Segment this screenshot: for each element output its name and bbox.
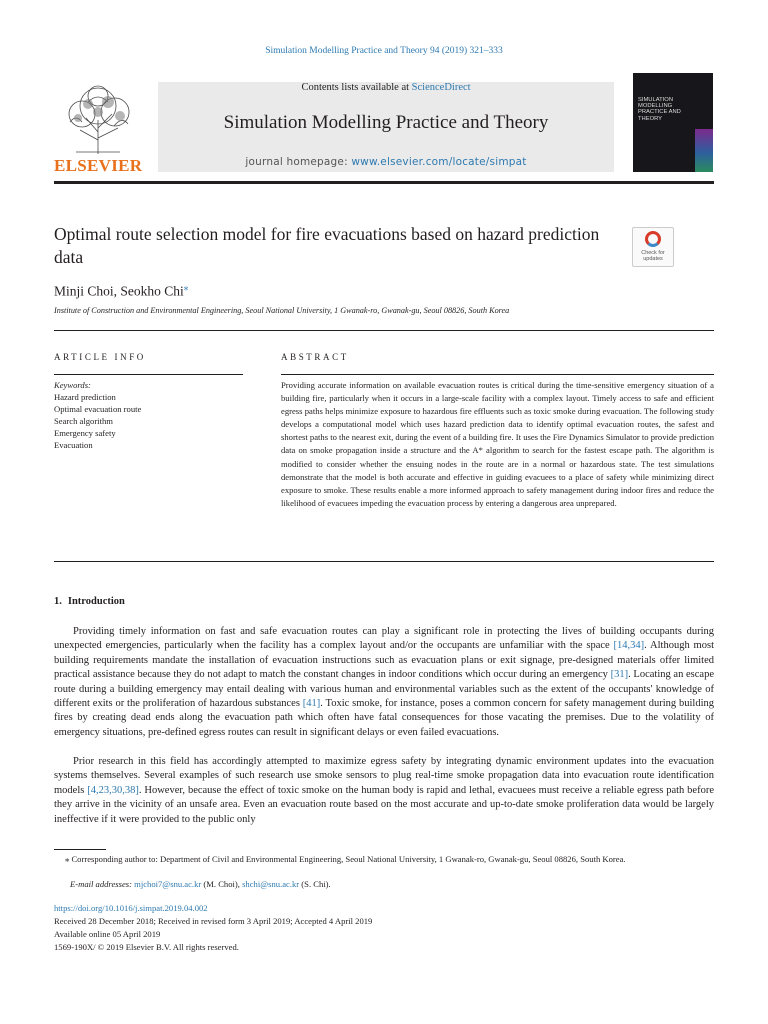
article-info-heading: ARTICLE INFO bbox=[54, 352, 146, 362]
email-owner: (S. Chi). bbox=[299, 879, 331, 889]
keyword-item: Search algorithm bbox=[54, 415, 113, 426]
section-number: 1. bbox=[54, 596, 62, 607]
email-owner: (M. Choi), bbox=[201, 879, 243, 889]
email-link-chi[interactable]: shchi@snu.ac.kr bbox=[242, 879, 300, 889]
doi-link[interactable]: https://doi.org/10.1016/j.simpat.2019.04.002 bbox=[54, 903, 208, 913]
elsevier-tree-icon bbox=[58, 82, 138, 156]
copyright-notice: 1569-190X/ © 2019 Elsevier B.V. All rights reserved. bbox=[54, 942, 239, 952]
abstract-rule bbox=[281, 374, 714, 375]
contents-prefix: Contents lists available at bbox=[301, 82, 412, 93]
authors-text: Minji Choi, Seokho Chi bbox=[54, 283, 184, 299]
paragraph-text: . Locating an escape route during a building emergency may entail dealing with various human and environmental variables such as the extent of the occupants' knowledge of different exits or the proliferation of hazardous substances bbox=[54, 669, 714, 710]
email-label: E-mail addresses: bbox=[70, 879, 135, 889]
homepage-line bbox=[158, 156, 614, 168]
keyword-item: Hazard prediction bbox=[54, 391, 116, 402]
keyword-item: Optimal evacuation route bbox=[54, 403, 142, 414]
check-updates-icon bbox=[645, 231, 661, 247]
journal-title: Simulation Modelling Practice and Theory bbox=[223, 112, 549, 133]
corresponding-author-mark[interactable]: ⁎ bbox=[183, 282, 189, 292]
paragraph-text: . Although most building requirements mandate the installation of evacuation instructions such as evacuation plans or exit signage, pre-designed materials offer limited practical assistance because they do not adapt to match the constant changes in indoor conditions which occur during an emergency bbox=[54, 640, 714, 681]
cover-graphic bbox=[695, 129, 713, 172]
author-affiliation: Institute of Construction and Environmental Engineering, Seoul National University, 1 Gwanak-ro, Gwanak-gu, Seoul 08826, South Korea bbox=[54, 306, 510, 315]
badge-label: Check for updates bbox=[641, 250, 665, 262]
section-heading-introduction bbox=[54, 596, 125, 607]
footnote-rule bbox=[54, 849, 106, 850]
received-dates: Received 28 December 2018; Received in revised form 3 April 2019; Accepted 4 April 2019 bbox=[54, 916, 373, 926]
title-rule bbox=[54, 330, 714, 331]
paragraph-text: Providing timely information on fast and safe evacuation routes can play a significant role in protecting the lives of building occupants during unexpected emergencies, particularly when the facility has a complex layout and/or the occupants are unfamiliar with the space bbox=[54, 626, 714, 652]
homepage-link[interactable]: www.elsevier.com/locate/simpat bbox=[351, 156, 527, 168]
sciencedirect-link[interactable]: ScienceDirect bbox=[411, 82, 471, 93]
citation-link[interactable]: [4,23,30,38] bbox=[87, 784, 139, 796]
intro-paragraph-2 bbox=[54, 755, 714, 827]
paragraph-text: . However, because the effect of toxic smoke on the human body is rapid and lethal, evacuees must receive a reliable egress path before they arrive in the vicinity of an unsafe area. Even an evacuation route based on the most accurate and up-to-date smoke proliferation data would be largely ineffective if it were provided to the public only bbox=[54, 784, 715, 825]
abstract-body: Providing accurate information on available evacuation routes is critical during the time-sensitive emergency situation of a building fire, particularly when it occurs in a large-scale facility with a complex layout. Timely access to safe and efficient egress paths helps minimize exposure to hazardous fire effluents such as toxic smoke during evacuation. The following study develops a computational model which uses hazard prediction data to identify optimal evacuation routes, the safest and shortest paths to the nearest exit, during the event of a building fire. It uses the Fire Dynamics Simulator to provide prediction data on smoke propagation inside a structure and the A* algorithm to search for the fastest escape path. The algorithm is modified to consider whether the ensuing nodes in the route are in a normal or hazardous state. The test simulations demonstrate that the model is both accurate and effective in guiding evacuees to a place of safety while minimizing direct exposure to smoke. These results enable a more informed approach to safety management during indoor fires and reduce the likelihood of evacuees impeding the evacuation process by entering a dangerous area unprepared. bbox=[281, 380, 714, 508]
citation-link[interactable]: [14,34] bbox=[613, 640, 645, 652]
header-rule bbox=[54, 181, 714, 184]
citation-link[interactable]: [31] bbox=[610, 669, 629, 681]
paragraph-text: . Toxic smoke, for instance, poses a common concern for safety management during building fires by creating dead ends along the evacuation path which often have fatal consequences for those vacating the premises. Due to the volatility of emergency situations, pre-defined egress routes can result in significant delays or even failed evacuations. bbox=[54, 698, 714, 738]
homepage-label: journal homepage: bbox=[245, 156, 352, 168]
intro-paragraph-1 bbox=[54, 625, 714, 740]
article-info-rule bbox=[54, 374, 243, 375]
contents-line bbox=[158, 82, 614, 93]
article-title: Optimal route selection model for fire evacuations based on hazard prediction data bbox=[54, 224, 600, 267]
available-online-date: Available online 05 April 2019 bbox=[54, 929, 161, 939]
keywords-block bbox=[54, 380, 243, 451]
journal-cover-image[interactable] bbox=[633, 73, 713, 172]
abstract-bottom-rule bbox=[54, 561, 714, 562]
email-link-choi[interactable]: mjchoi7@snu.ac.kr bbox=[134, 879, 202, 889]
journal-masthead bbox=[158, 82, 614, 172]
paragraph-text: Prior research in this field has accordingly attempted to maximize egress safety by integrating dynamic environment updates into the evacuation systems themselves. Several examples of such research use smoke sensors to plug real-time smoke propagation data into evacuation route identification models bbox=[54, 756, 714, 796]
keyword-item: Emergency safety bbox=[54, 427, 116, 438]
journal-citation-link[interactable]: Simulation Modelling Practice and Theory 94 (2019) 321–333 bbox=[265, 46, 503, 56]
email-addresses bbox=[70, 879, 331, 889]
cover-title: SIMULATION MODELLING PRACTICE AND THEORY bbox=[638, 97, 681, 122]
citation-link[interactable]: [41] bbox=[302, 698, 321, 710]
abstract-heading: ABSTRACT bbox=[281, 352, 349, 362]
check-for-updates-badge[interactable] bbox=[632, 227, 674, 267]
corresponding-author-footnote: ⁎ Corresponding author to: Department of Civil and Environmental Engineering, Seoul National University, 1 Gwanak-ro, Gwanak-gu, Seoul 08826, South Korea. bbox=[65, 854, 626, 864]
elsevier-wordmark: ELSEVIER bbox=[54, 156, 143, 175]
section-title: Introduction bbox=[67, 596, 125, 607]
keywords-label: Keywords: bbox=[54, 380, 91, 390]
author-list bbox=[54, 282, 188, 300]
keyword-item: Evacuation bbox=[54, 439, 93, 450]
elsevier-logo[interactable] bbox=[54, 82, 142, 174]
